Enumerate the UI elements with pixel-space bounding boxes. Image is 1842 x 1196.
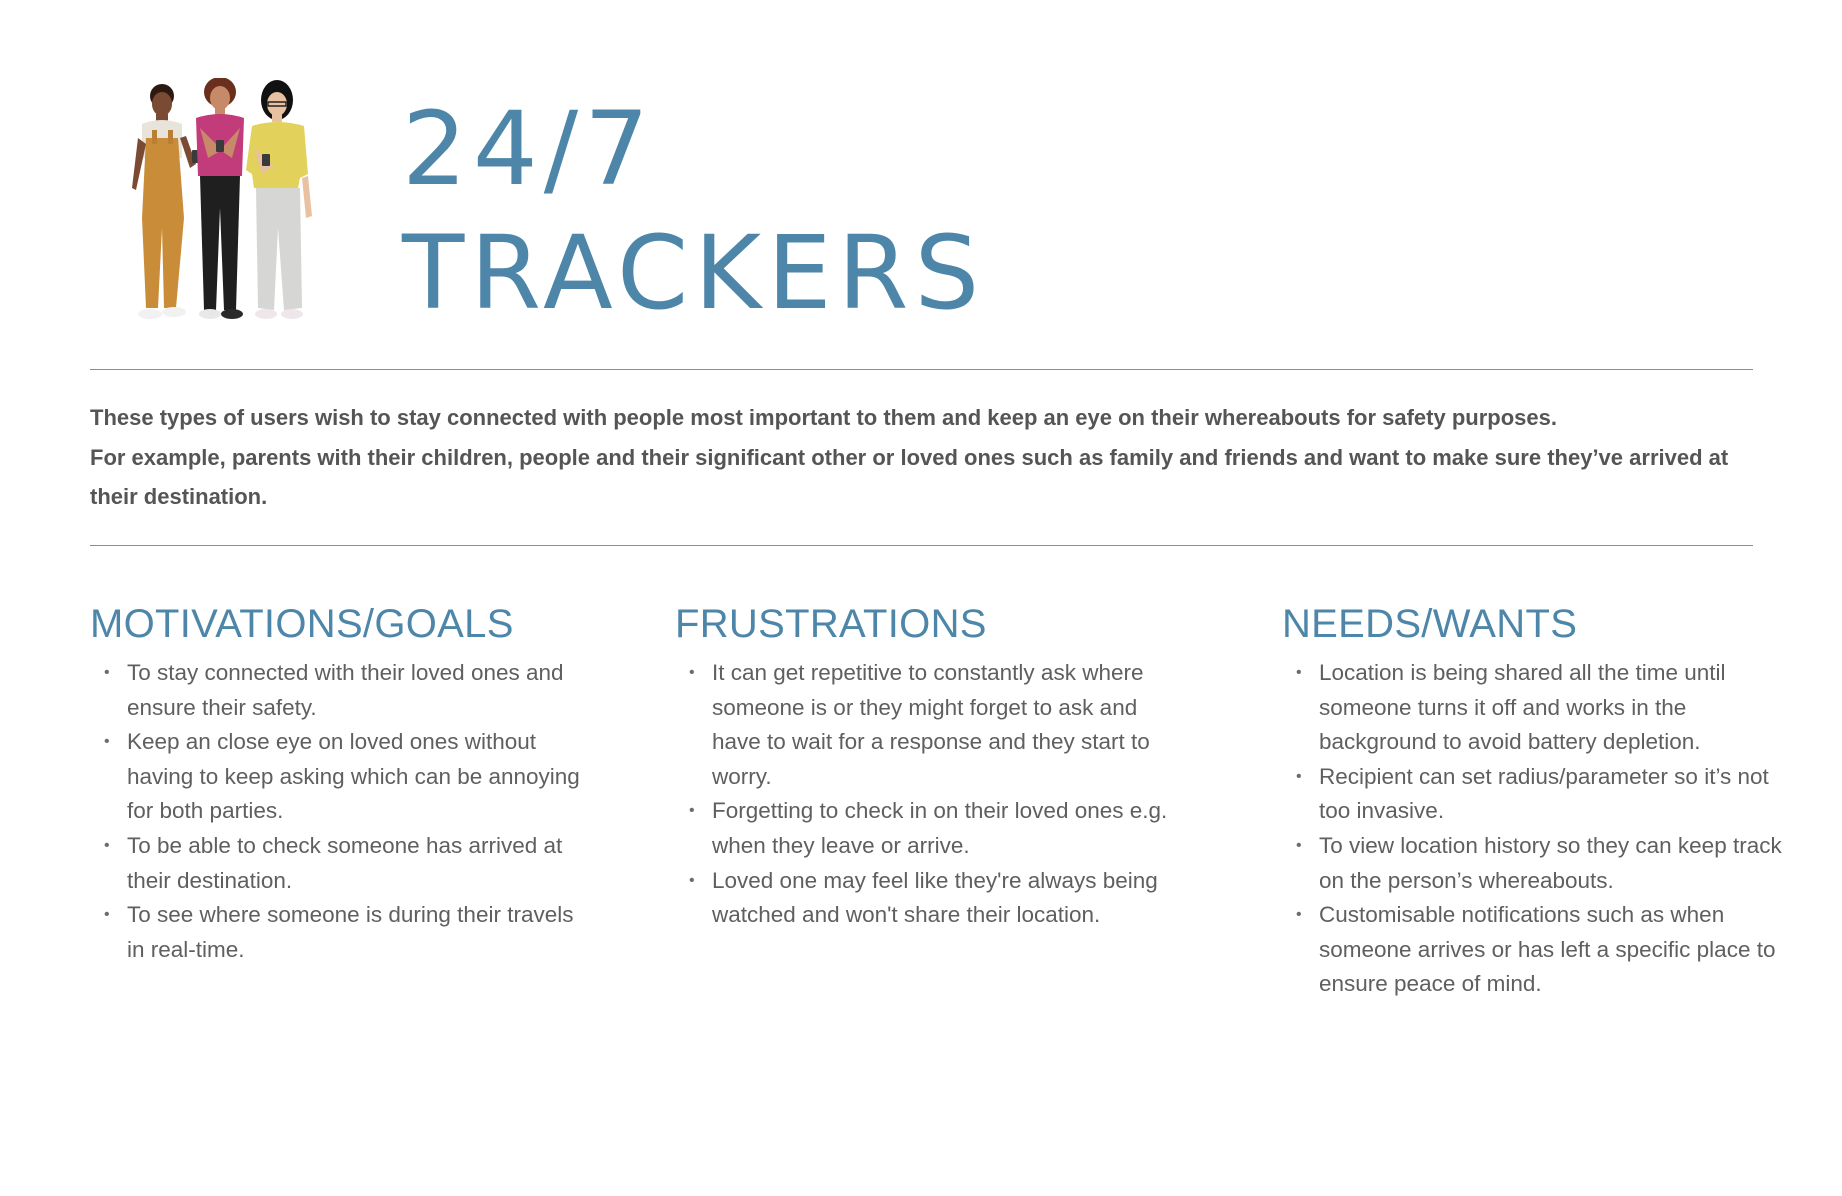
intro-description <box>90 398 1770 517</box>
list-item-text: Customisable notifications such as when someone arrives or has left a specific place to ensure peace of mind. <box>1319 902 1776 997</box>
frustrations-heading: FRUSTRATIONS <box>675 602 987 646</box>
bullet-icon: • <box>689 802 695 820</box>
person-yellow-top-figure <box>246 80 312 319</box>
list-item-text: Loved one may feel like they're always being watched and won't share their location. <box>712 867 1158 928</box>
bullet-icon: • <box>104 836 110 854</box>
bullet-icon: • <box>1296 836 1302 854</box>
list-item-text: To view location history so they can keep track on the person’s whereabouts. <box>1319 832 1782 893</box>
bullet-icon: • <box>1296 664 1302 681</box>
divider-bottom <box>90 545 1753 546</box>
list-item <box>1282 829 1782 898</box>
motivations-goals-heading: MOTIVATIONS/GOALS <box>90 602 514 646</box>
bullet-icon: • <box>689 871 695 889</box>
list-item-text: To stay connected with their loved ones and ensure their safety. <box>127 660 564 720</box>
motivations-goals-list <box>90 656 590 967</box>
list-item <box>1282 656 1782 760</box>
motivations-goals-section <box>90 598 590 967</box>
bullet-icon: • <box>1296 906 1302 924</box>
person-overalls-figure <box>132 84 199 319</box>
list-item <box>90 725 590 829</box>
frustrations-list <box>675 656 1175 933</box>
needs-wants-heading: NEEDS/WANTS <box>1282 602 1578 646</box>
bullet-icon: • <box>104 906 110 924</box>
three-people-illustration <box>112 78 324 340</box>
list-item-text: It can get repetitive to constantly ask where someone is or they might forget to ask and have to wait for a response and they start to worry. <box>712 660 1150 789</box>
person-pink-top-figure <box>196 78 244 319</box>
page-title <box>402 88 985 336</box>
page-title-line-2: TRACKERS <box>402 214 986 333</box>
needs-wants-section <box>1282 598 1782 1002</box>
list-item-text: Recipient can set radius/parameter so it’s not too invasive. <box>1319 763 1769 824</box>
list-item-text: Location is being shared all the time until someone turns it off and works in the background to avoid battery depletion. <box>1319 660 1726 755</box>
list-item-text: To see where someone is during their travels in real-time. <box>127 902 574 962</box>
list-item <box>90 656 590 725</box>
needs-wants-list <box>1282 656 1782 1002</box>
list-item <box>1282 760 1782 829</box>
list-item <box>1282 898 1782 1002</box>
intro-line-2: For example, parents with their children, people and their significant other or loved ones such as family and friends and want to make sure they’ve arrived at their destination. <box>90 444 1729 509</box>
list-item <box>675 656 1175 794</box>
frustrations-section <box>675 598 1175 933</box>
intro-line-1: These types of users wish to stay connected with people most important to them and keep an eye on their whereabouts for safety purposes. <box>90 405 1557 430</box>
bullet-icon: • <box>104 733 110 751</box>
divider-top <box>90 369 1753 370</box>
list-item-text: To be able to check someone has arrived at their destination. <box>127 832 563 893</box>
page-title-line-1: 24/7 <box>402 90 656 209</box>
bullet-icon: • <box>104 664 110 681</box>
list-item <box>675 794 1175 863</box>
bullet-icon: • <box>689 664 695 681</box>
list-item <box>90 898 590 967</box>
list-item <box>90 829 590 898</box>
list-item-text: Forgetting to check in on their loved ones e.g. when they leave or arrive. <box>712 798 1168 858</box>
list-item-text: Keep an close eye on loved ones without having to keep asking which can be annoying for both parties. <box>127 729 580 824</box>
list-item <box>675 864 1175 933</box>
bullet-icon: • <box>1296 767 1302 785</box>
